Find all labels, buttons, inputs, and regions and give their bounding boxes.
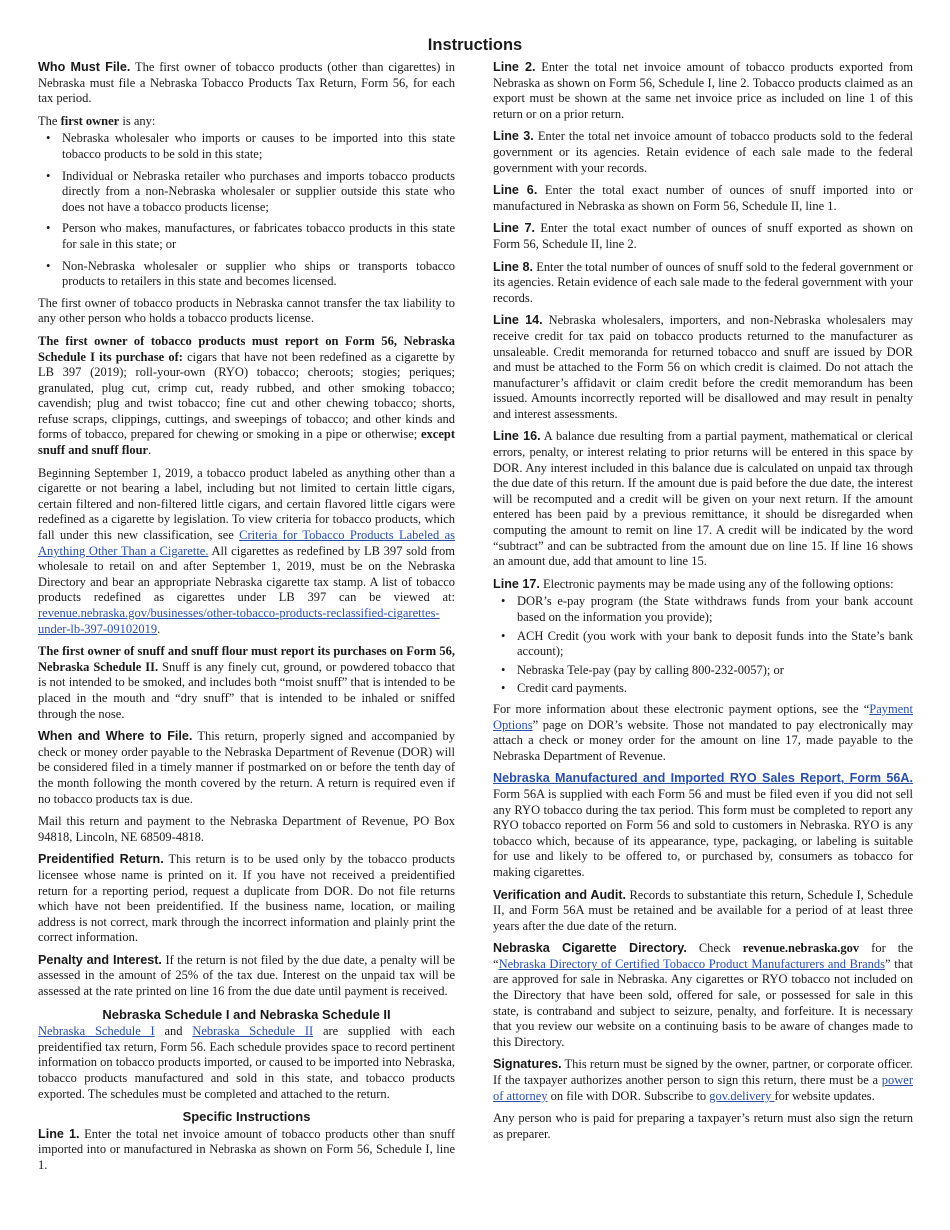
preparer-note: Any person who is paid for preparing a taxpayer’s return must also sign the return as preparer. bbox=[493, 1111, 913, 1141]
directory-text3: ” that are approved for sale in Nebraska. Any cigarettes or RYO tobacco not included on the Directory that have been sold, offered for sale, or possessed for sale in this state, is contraband and subject to seizure, penalty, and forfeiture. It is necessary that you review our website on a continuing basis to be aware of changes made to this Directory. bbox=[493, 956, 913, 1049]
signatures bbox=[493, 1057, 913, 1104]
signatures-text1: This return must be signed by the owner, partner, or corporate officer. If the taxpayer authorizes another person to sign this return, there must be a bbox=[493, 1057, 913, 1088]
line-8-heading: Line 8. bbox=[493, 259, 534, 274]
first-owner-intro bbox=[38, 114, 455, 130]
specific-instructions-heading: Specific Instructions bbox=[182, 1109, 311, 1125]
directory-heading: Nebraska Cigarette Directory. bbox=[493, 941, 687, 956]
list-item: • Credit card payments. bbox=[517, 681, 913, 697]
when-where bbox=[38, 729, 455, 807]
directory-site: revenue.nebraska.gov bbox=[742, 941, 860, 956]
schedule-2-link[interactable]: Nebraska Schedule II bbox=[192, 1024, 314, 1039]
line-1 bbox=[38, 1127, 455, 1174]
line-2-text: Enter the total net invoice amount of tobacco products exported from Nebraska as shown on Form 56, Schedule I, line 2. Tobacco products claimed as an export must be shown at the same net invoice price as included on line 1 of this return or on a prior return. bbox=[493, 60, 913, 121]
schedule1-except: except snuff and snuff flour bbox=[38, 427, 455, 458]
who-must-file-heading: Who Must File. bbox=[38, 60, 131, 74]
preidentified-text: This return is to be used only by the tobacco products licensee whose name is printed on it. If you have not received a preidentified return for a reporting period, request a duplicate from DOR. Do not file returns which have not been preidentified. If the business name, location, or mailing address is not correct, mark through the incorrect information and plainly print the correct information. bbox=[38, 852, 455, 945]
schedule1-text: cigars that have not been redefined as a cigarette by LB 397 (2019); roll-your-own (RYO) tobacco; cheroots; stogies; periques; granulated, plug cut, crimp cut, ready rubbed, and other smoking tobacco; cavendish; plug and twist tobacco; fine cut and other chewing tobacco; shorts, refuse scraps, clippings, cuttings, and sweepings of tobacco; and other kinds and forms of tobacco, prepared for chewing or smoking in a pipe or otherwise; bbox=[38, 349, 455, 442]
preidentified bbox=[38, 852, 455, 946]
schedule1-lead: The first owner of tobacco products must report on Form 56, Nebraska Schedule I its purchase of: bbox=[38, 333, 455, 364]
schedules-paragraph bbox=[38, 1024, 455, 1102]
schedule-1-link[interactable]: Nebraska Schedule I bbox=[38, 1024, 155, 1039]
line-7-text: Enter the total exact number of ounces of snuff exported as shown on Form 56, Schedule II, line 2. bbox=[493, 221, 913, 251]
when-where-heading: When and Where to File. bbox=[38, 729, 193, 744]
line-17 bbox=[493, 577, 913, 593]
list-item: • Nebraska wholesaler who imports or causes to be imported into this state tobacco products to be sold in this state; bbox=[62, 131, 455, 162]
list-item: • Individual or Nebraska retailer who purchases and imports tobacco products directly from a non-Nebraska wholesaler or supplier outside this state who does not have a tobacco products license; bbox=[62, 169, 455, 216]
cigarette-directory bbox=[493, 941, 913, 1050]
criteria-link[interactable]: Criteria for Tobacco Products Labeled as Anything Other Than a Cigarette. bbox=[38, 528, 455, 558]
line-1-heading: Line 1. bbox=[38, 1126, 80, 1141]
list-item: • Person who makes, manufactures, or fabricates tobacco products in this state for sale in this state; or bbox=[62, 221, 455, 252]
cannot-transfer: The first owner of tobacco products in Nebraska cannot transfer the tax liability to any other person who holds a tobacco products license. bbox=[38, 295, 455, 326]
ryo-report-link[interactable]: Nebraska Manufactured and Imported RYO Sales Report, Form 56A. bbox=[493, 771, 913, 786]
signatures-heading: Signatures. bbox=[493, 1057, 562, 1072]
line-2-heading: Line 2. bbox=[493, 60, 536, 74]
directory-link[interactable]: Nebraska Directory of Certified Tobacco Product Manufacturers and Brands bbox=[498, 956, 886, 971]
line-6-heading: Line 6. bbox=[493, 183, 538, 198]
first-owner-intro-post: is any: bbox=[119, 113, 156, 128]
line-3-heading: Line 3. bbox=[493, 129, 534, 144]
who-must-file-text: The first owner of tobacco products (other than cigarettes) in Nebraska must file a Nebraska Tobacco Products Tax Return, Form 56, for each tax period. bbox=[38, 60, 455, 106]
verification-heading: Verification and Audit. bbox=[493, 887, 627, 902]
ryo-report-text: Form 56A is supplied with each Form 56 and must be filed even if you did not sell any RYO tobacco during the tax period. This form must be completed to report any RYO tobacco reported on Form 56 and sold to customers in Nebraska. RYO is any tobacco which, because of its appearance, type, packaging, or labeling is suitable for use and likely to be offered to, or purchased by, consumers as tobacco for making cigarettes. bbox=[493, 786, 913, 879]
left-column bbox=[38, 60, 455, 1181]
when-where-text: This return, properly signed and accompanied by check or money order payable to the Nebraska Department of Revenue (DOR) will be considered filed in a timely manner if postmarked on or before the tenth day of the month following the month covered by the return. A return is required even if no tobacco products tax is due. bbox=[38, 729, 456, 806]
list-item: • Non-Nebraska wholesaler or supplier who ships or transports tobacco products to retailers in this state and becomes licensed. bbox=[62, 259, 455, 290]
ryo-report bbox=[493, 771, 913, 880]
line-6 bbox=[493, 183, 913, 214]
verification-audit bbox=[493, 888, 913, 935]
mail-address: Mail this return and payment to the Nebraska Department of Revenue, PO Box 94818, Lincoln, NE 68509-4818. bbox=[38, 814, 455, 844]
payment-options-list bbox=[493, 594, 913, 697]
september-end: . bbox=[157, 621, 161, 636]
schedule1-end: . bbox=[148, 443, 152, 458]
first-owner-term: first owner bbox=[60, 113, 120, 128]
first-owner-list bbox=[38, 131, 455, 289]
verification-text: Records to substantiate this return, Schedule I, Schedule II, and Form 56A must be retained and be available for a period of at least three years after the due date of the return. bbox=[493, 887, 914, 933]
page-title: Instructions bbox=[427, 36, 523, 54]
list-item: • DOR’s e-pay program (the State withdraws funds from your bank account based on the information you provide); bbox=[517, 594, 913, 625]
line-6-text: Enter the total exact number of ounces of snuff imported into or manufactured in Nebraska as shown on Form 56, Schedule II, line 1. bbox=[493, 183, 914, 213]
more-info-text2: ” page on DOR’s website. Those not mandated to pay electronically may attach a check or money order for the amount on line 17, made payable to the Nebraska Department of Revenue. bbox=[493, 717, 913, 763]
september-paragraph bbox=[38, 466, 455, 638]
september-text1: Beginning September 1, 2019, a tobacco product labeled as anything other than a cigarette or not bearing a label, including but not limited to certain little cigars, certain filtered and non-filtered little cigars, and certain flavored little cigars were redefined as a cigarette by legislation. To view criteria for tobacco products, which fall under this new classification, see bbox=[38, 465, 455, 543]
line-14-text: Nebraska wholesalers, importers, and non-Nebraska wholesalers may receive credit for tax paid on tobacco products returned to the manufacturer as unsaleable. Credit memoranda for returned tobacco and snuff are issued by DOR and must be attached to the Form 56 on which credit is claimed. Do not attach the manufacturer’s affidavit or claim credit before the credit memorandum has been issued. Amounts incorrectly reported will be disallowed and may result in penalty and interest assessments. bbox=[493, 313, 913, 421]
line-16-heading: Line 16. bbox=[493, 429, 541, 444]
line-3-text: Enter the total net invoice amount of tobacco products sold to the federal government or its agencies. Retain evidence of each sale made to the federal government with your records. bbox=[493, 129, 914, 175]
list-item: • Nebraska Tele-pay (pay by calling 800-232-0057); or bbox=[517, 663, 913, 679]
schedules-and: and bbox=[154, 1024, 193, 1039]
signatures-text2: on file with DOR. Subscribe to bbox=[547, 1088, 710, 1103]
directory-text2: for the “ bbox=[493, 941, 913, 971]
september-text2: All cigarettes as redefined by LB 397 sold from wholesale to retail on and after September 1, 2019, must be on the Nebraska Directory and bear an appropriate Nebraska cigarette tax stamp. A list of tobacco products redefined as cigarettes under LB 397 can be viewed at: bbox=[38, 543, 455, 605]
line-8 bbox=[493, 260, 913, 307]
line-2 bbox=[493, 60, 913, 122]
line-17-text: Electronic payments may be made using any of the following options: bbox=[539, 576, 894, 591]
line-7 bbox=[493, 221, 913, 252]
first-owner-intro-pre: The bbox=[38, 113, 61, 128]
directory-text1: Check bbox=[686, 941, 743, 956]
power-of-attorney-link[interactable]: power of attorney bbox=[493, 1073, 913, 1103]
more-info bbox=[493, 702, 913, 764]
line-14-heading: Line 14. bbox=[493, 313, 543, 328]
penalty-heading: Penalty and Interest. bbox=[38, 952, 162, 967]
right-column bbox=[493, 60, 913, 1149]
line-14 bbox=[493, 313, 913, 422]
line-1-text: Enter the total net invoice amount of tobacco products other than snuff imported into or manufactured in Nebraska as shown on Form 56, Schedule I, line 1. bbox=[38, 1126, 455, 1172]
line-16 bbox=[493, 429, 913, 569]
gov-delivery-link[interactable]: gov.delivery bbox=[709, 1088, 775, 1103]
reclassified-list-link[interactable]: revenue.nebraska.gov/businesses/other-tobacco-products-reclassified-cigarettes-under-lb-397-09102019 bbox=[38, 606, 440, 636]
line-17-heading: Line 17. bbox=[493, 576, 540, 591]
payment-options-link[interactable]: Payment Options bbox=[493, 701, 913, 732]
line-3 bbox=[493, 129, 913, 176]
signatures-text3: for website updates. bbox=[774, 1088, 875, 1103]
snuff-lead: The first owner of snuff and snuff flour must report its purchases on Form 56, Nebraska Schedule II. bbox=[38, 644, 455, 674]
line-16-text: A balance due resulting from a partial payment, mathematical or clerical errors, penalty, or interest relating to prior returns will be entered in this space by DOR. Any interest included in this balance due is calculated on unpaid tax through the due date of this return. If the amount due is paid before the due date, the interest will be recomputed and a credit will be given on your next return. If the amount entered has been paid by a previous remittance, it should be disregarded when computing the amount to remit on line 17. A credit will be indicated by the word “subtract” and can be subtracted from the amount due on line 15. If line 16 shows an amount due, add that amount to line 15. bbox=[493, 429, 913, 569]
schedules-heading: Nebraska Schedule I and Nebraska Schedule II bbox=[102, 1006, 391, 1022]
schedule1-paragraph bbox=[38, 334, 455, 459]
schedules-text: are supplied with each preidentified tax return, Form 56. Each schedule provides space to record pertinent information on tobacco products imported, or caused to be imported into Nebraska, tobacco products manufactured and sold in this state, and tobacco products exported. The schedules must be completed and attached to the return. bbox=[38, 1024, 456, 1101]
line-8-text: Enter the total number of ounces of snuff sold to the federal government or its agencies. Retain evidence of each sale made to the federal government with your records. bbox=[493, 259, 913, 305]
penalty-text: If the return is not filed by the due date, a penalty will be assessed in the amount of 25% of the tax due. Interest on the unpaid tax will be assessed at the rate printed on line 16 from the due date until payment is received. bbox=[38, 952, 455, 999]
penalty-interest bbox=[38, 953, 455, 1000]
snuff-text: Snuff is any finely cut, ground, or powdered tobacco that is not intended to be smoked, and includes both “moist snuff” that is intended to be placed in the mouth and “dry snuff” that is intended to be inhaled or sniffed through the nose. bbox=[38, 659, 456, 721]
list-item: • ACH Credit (you work with your bank to deposit funds into the State’s bank account); bbox=[517, 629, 913, 660]
line-7-heading: Line 7. bbox=[493, 221, 536, 236]
who-must-file bbox=[38, 60, 455, 107]
more-info-text1: For more information about these electronic payment options, see the “ bbox=[493, 701, 870, 716]
snuff-paragraph bbox=[38, 644, 455, 722]
preidentified-heading: Preidentified Return. bbox=[38, 852, 164, 867]
